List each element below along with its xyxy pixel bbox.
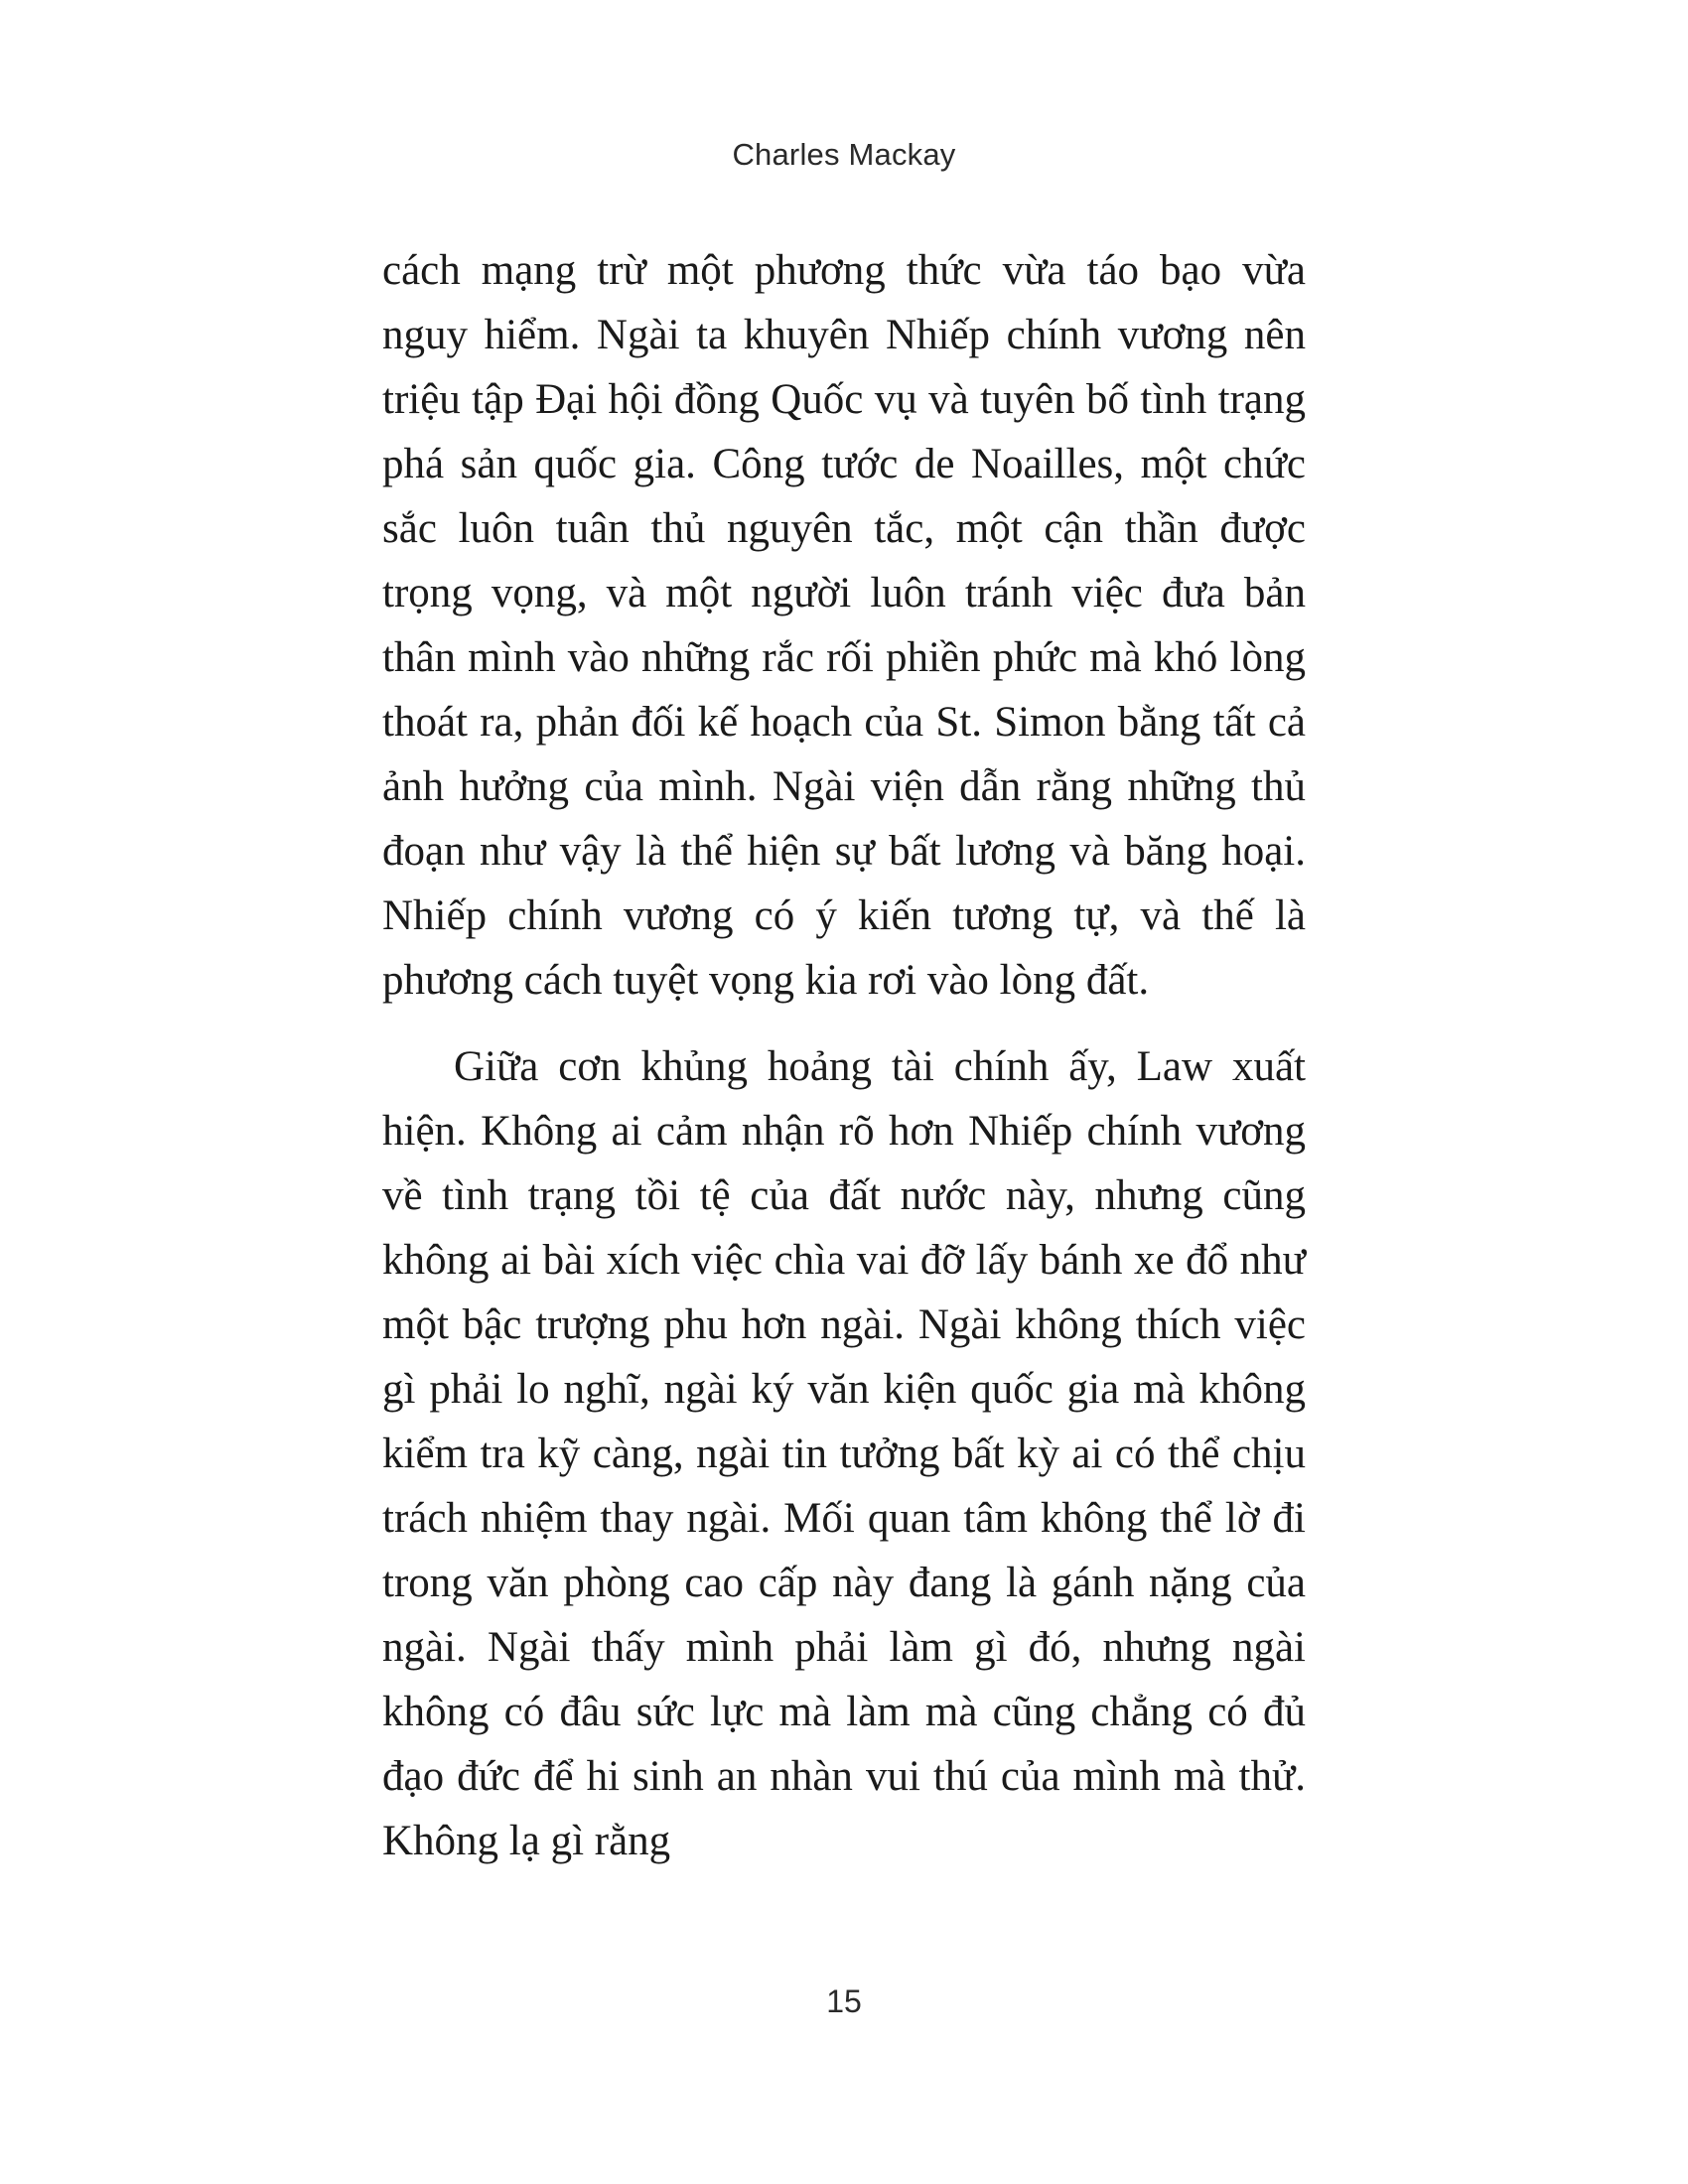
paragraph-law-appears: Giữa cơn khủng hoảng tài chính ấy, Law xuất hiện. Không ai cảm nhận rõ hơn Nhiếp chính vương về tình trạng tồi tệ của đất nước này, nhưng cũng không ai bài xích việc chìa vai đỡ lấy bánh xe đổ như một bậc trượng phu hơn ngài. Ngài không thích việc gì phải lo nghĩ, ngài ký văn kiện quốc gia mà không kiểm tra kỹ càng, ngài tin tưởng bất kỳ ai có thể chịu trách nhiệm thay ngài. Mối quan tâm không thể lờ đi trong văn phòng cao cấp này đang là gánh nặng của ngài. Ngài thấy mình phải làm gì đó, nhưng ngài không có đâu sức lực mà làm mà cũng chẳng có đủ đạo đức để hi sinh an nhàn vui thú của mình mà thử. Không lạ gì rằng	[382, 1043, 1306, 1864]
paragraph-continued: cách mạng trừ một phương thức vừa táo bạo vừa nguy hiểm. Ngài ta khuyên Nhiếp chính vương nên triệu tập Đại hội đồng Quốc vụ và tuyên bố tình trạng phá sản quốc gia. Công tước de Noailles, một chức sắc luôn tuân thủ nguyên tắc, một cận thần được trọng vọng, và một người luôn tránh việc đưa bản thân mình vào những rắc rối phiền phức mà khó lòng thoát ra, phản đối kế hoạch của St. Simon bằng tất cả ảnh hưởng của mình. Ngài viện dẫn rằng những thủ đoạn như vậy là thể hiện sự bất lương và băng hoại. Nhiếp chính vương có ý kiến tương tự, và thế là phương cách tuyệt vọng kia rơi vào lòng đất.	[382, 247, 1306, 1004]
body-text	[382, 238, 1306, 1873]
page-number: 15	[826, 1983, 862, 2019]
running-header: Charles Mackay	[732, 137, 956, 172]
